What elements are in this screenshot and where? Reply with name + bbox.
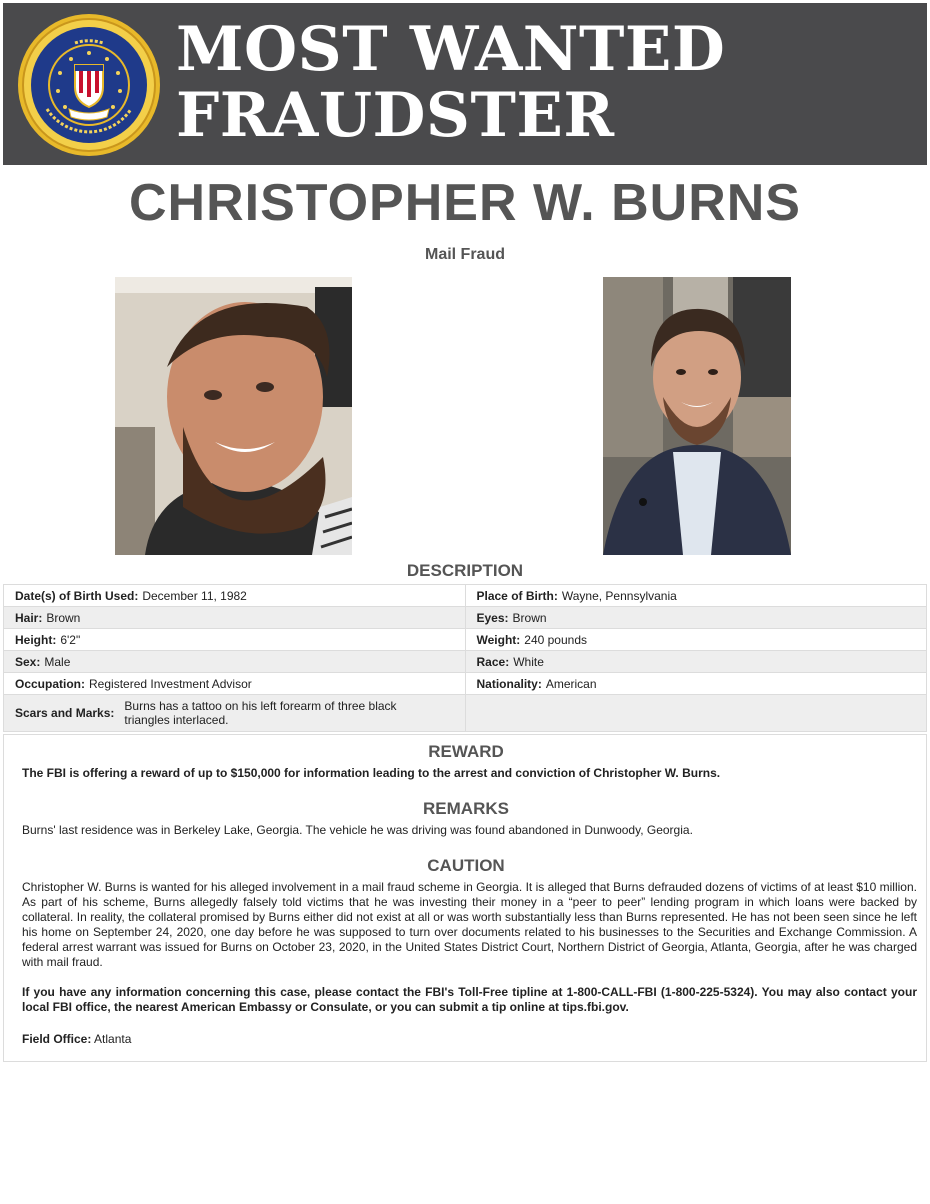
description-heading: DESCRIPTION <box>406 561 524 580</box>
height-value: 6'2" <box>60 632 81 647</box>
occupation-value: Registered Investment Advisor <box>89 676 252 691</box>
table-row <box>4 585 927 607</box>
weight-value: 240 pounds <box>524 632 588 647</box>
nationality-value: American <box>545 676 597 691</box>
race-value: White <box>513 654 544 669</box>
banner-title-line2: FRAUDSTER <box>176 80 615 151</box>
race-label: Race: <box>476 654 510 669</box>
details-box <box>3 734 927 1062</box>
nationality-label: Nationality: <box>476 676 542 691</box>
table-row <box>4 651 927 673</box>
caution-heading: CAUTION <box>427 856 505 875</box>
sex-value: Male <box>44 654 71 669</box>
caution-text: Christopher W. Burns is wanted for his alleged involvement in a mail fraud scheme in Georgia. It is alleged that Burns defrauded dozens of victims of at least $10 million. As part of his scheme, Burns allegedly falsely told victims that he was investing their money in a “peer to peer” lending program in which loans were backed by collateral. In reality, the collateral promised by Burns either did not exist at all or was worth substantially less than Burns represented. He has not been seen since he left his home on September 24, 2020, one day before he was supposed to turn over documents related to his businesses to the Securities and Exchange Commission. A federal arrest warrant was issued for Burns on October 23, 2020, in the United States District Court, Northern District of Georgia, Atlanta, Georgia, after he was charged with mail fraud. <box>22 880 917 969</box>
hair-label: Hair: <box>15 610 43 625</box>
table-row <box>4 629 927 651</box>
table-row <box>4 695 927 732</box>
field-office-label: Field Office: <box>22 1032 92 1046</box>
occupation-label: Occupation: <box>15 676 86 691</box>
scars-label: Scars and Marks: <box>15 706 115 720</box>
scars-value: Burns has a tattoo on his left forearm of three black triangles interlaced. <box>124 699 397 727</box>
banner-title <box>176 14 726 151</box>
subject-photo-1 <box>115 277 352 555</box>
subject-name: CHRISTOPHER W. BURNS <box>129 174 801 232</box>
crime-label: Mail Fraud <box>424 246 505 263</box>
birthplace-label: Place of Birth: <box>476 588 558 603</box>
reward-heading: REWARD <box>428 742 504 761</box>
reward-text: The FBI is offering a reward of up to $150,000 for information leading to the arrest and conviction of Christopher W. Burns. <box>22 766 721 780</box>
remarks-text: Burns' last residence was in Berkeley Lake, Georgia. The vehicle he was driving was found abandoned in Dunwoody, Georgia. <box>22 823 693 837</box>
dob-value: December 11, 1982 <box>142 588 247 603</box>
description-table <box>3 584 927 732</box>
eyes-label: Eyes: <box>476 610 509 625</box>
header-banner <box>3 3 927 165</box>
weight-label: Weight: <box>476 632 521 647</box>
field-office-value: Atlanta <box>94 1032 132 1046</box>
hair-value: Brown <box>46 610 81 625</box>
height-label: Height: <box>15 632 57 647</box>
table-row <box>4 673 927 695</box>
banner-title-line1: MOST WANTED <box>176 14 726 85</box>
eyes-value: Brown <box>512 610 547 625</box>
contact-text: If you have any information concerning this case, please contact the FBI's Toll-Free tipline at 1-800-CALL-FBI (1-800-225-5324). You may also contact your local FBI office, the nearest American Embassy or Consulate, or you can submit a tip online at tips.fbi.gov. <box>22 985 917 1014</box>
subject-photo-2 <box>603 277 791 555</box>
fbi-seal-icon <box>17 13 161 157</box>
remarks-heading: REMARKS <box>423 799 509 818</box>
field-office <box>22 1032 917 1047</box>
birthplace-value: Wayne, Pennsylvania <box>561 588 677 603</box>
dob-label: Date(s) of Birth Used: <box>15 588 139 603</box>
table-row <box>4 607 927 629</box>
sex-label: Sex: <box>15 654 41 669</box>
